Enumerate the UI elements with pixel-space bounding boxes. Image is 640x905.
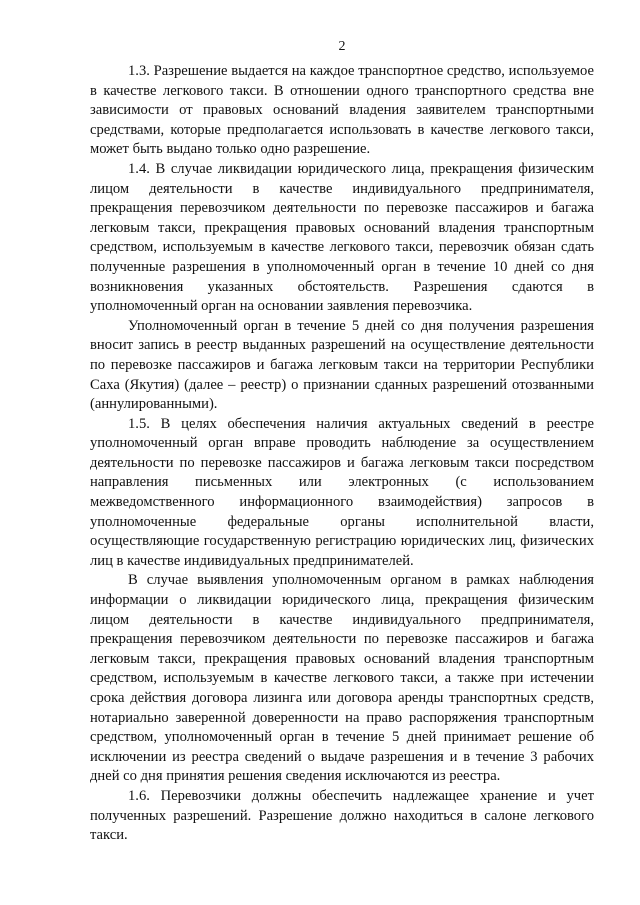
paragraph-1-5: 1.5. В целях обеспечения наличия актуальных сведений в реестре уполномоченный орган вправе проводить наблюдение за осуществлением деятельности по перевозке пассажиров и багажа легковым такси посредством направления письменных или электронных (с использованием межведомственного информационного взаимодействия) запросов в уполномоченные федеральные органы исполнительной власти, осуществляющие государственную регистрацию юридических лиц, физических лиц в качестве индивидуальных предпринимателей. xyxy=(90,415,594,569)
paragraph-1-4: 1.4. В случае ликвидации юридического лица, прекращения физическим лицом деятельности в качестве индивидуального предпринимателя, прекращения перевозчиком деятельности по перевозке пассажиров и багажа легковым такси, прекращения правовых оснований владения транспортным средством, используемым в качестве легкового такси, перевозчик обязан сдать полученные разрешения в уполномоченный орган в течение 10 дней со дня возникновения указанных обстоятельств. Разрешения сдаются в уполномоченный орган на основании заявления перевозчика. xyxy=(90,160,594,315)
paragraph-1-3: 1.3. Разрешение выдается на каждое транспортное средство, используемое в качестве легкового такси. В отношении одного транспортного средства вне зависимости от правовых оснований владения заявителем транспортными средствами, которые предполагается использовать в качестве легкового такси, может быть выдано только одно разрешение. xyxy=(90,63,594,158)
paragraph-registry-entry: Уполномоченный орган в течение 5 дней со дня получения разрешения вносит запись в реестр выданных разрешений на осуществление деятельности по перевозке пассажиров и багажа легковым такси на территории Республики Саха (Якутия) (далее – реестр) о признании сданных разрешений отозванными (аннулированными). xyxy=(90,317,594,413)
paragraph-1-6: 1.6. Перевозчики должны обеспечить надлежащее хранение и учет полученных разрешений. Разрешение должно находиться в салоне легкового такси. xyxy=(90,787,594,844)
paragraph-exclusion: В случае выявления уполномоченным органом в рамках наблюдения информации о ликвидации юридического лица, прекращения физическим лицом деятельности в качестве индивидуального предпринимателя, прекращения перевозчиком деятельности по перевозке пассажиров и багажа легковым такси, прекращения правовых оснований владения транспортным средством, используемым в качестве легкового такси, а также при истечении срока действия договора лизинга или договора аренды транспортных средств, нотариально заверенной доверенности на право распоряжения транспортным средством, уполномоченный орган в течение 5 дней принимает решение об исключении из реестра сведений о выдаче разрешения и в течение 3 рабочих дней со дня принятия решения сведения исключаются из реестра. xyxy=(90,572,594,785)
page-number: 2 xyxy=(338,39,346,54)
